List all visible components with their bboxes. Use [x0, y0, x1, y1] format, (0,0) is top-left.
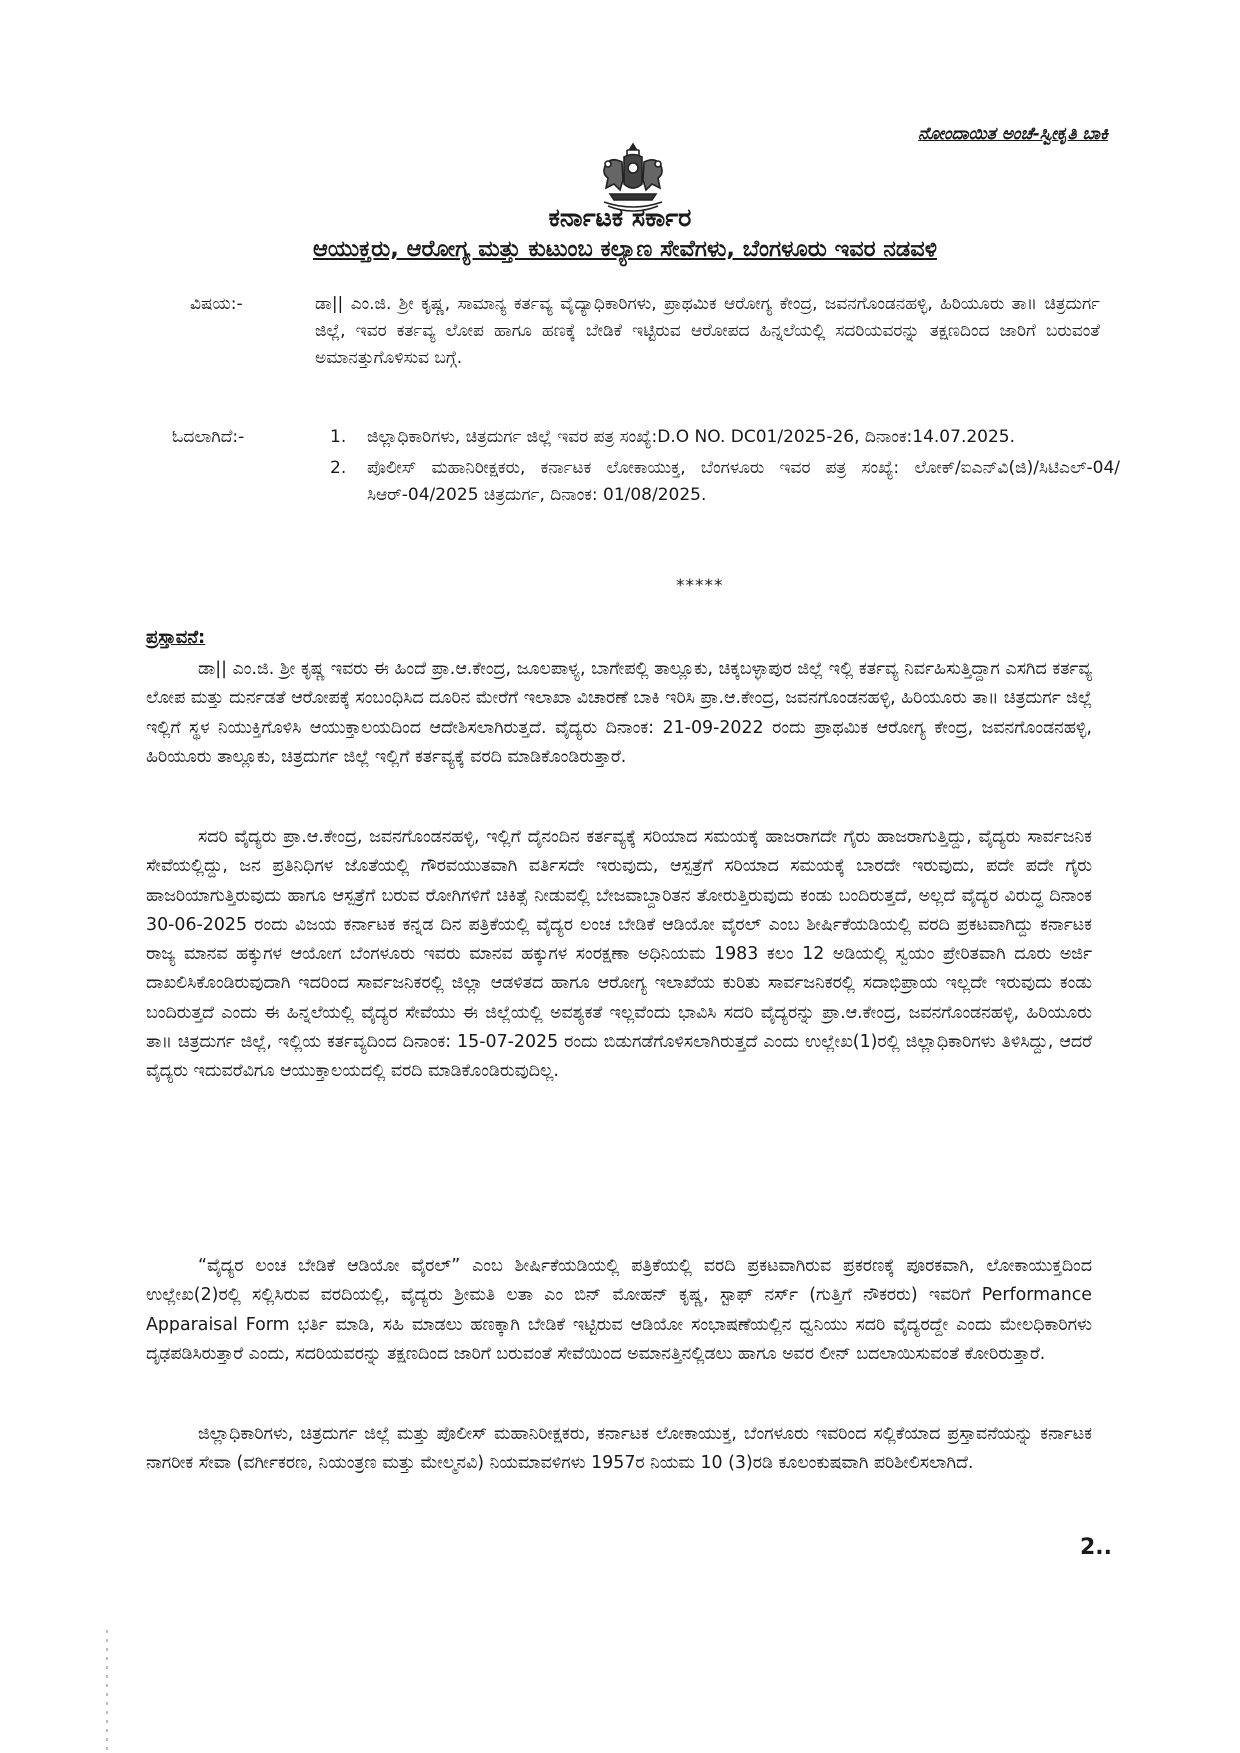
- paragraph-text: “ವೈದ್ಯರ ಲಂಚ ಬೇಡಿಕೆ ಆಡಿಯೋ ವೈರಲ್” ಎಂಬ ಶೀರ್ಷಿಕೆಯಡಿಯಲ್ಲಿ ಪತ್ರಿಕೆಯಲ್ಲಿ ವರದಿ ಪ್ರಕಟವಾಗಿರುವ ಪ್ರಕರಣಕ್ಕೆ ಪೂರಕವಾಗಿ, ಲೋಕಾಯುಕ್ತದಿಂದ ಉಲ್ಲೇಖ(2)ರಲ್ಲಿ ಸಲ್ಲಿಸಿರುವ ವರದಿಯಲ್ಲಿ, ವೈದ್ಯರು ಶ್ರೀಮತಿ ಲತಾ ಎಂ ಬಿನ್ ಮೋಹನ್ ಕೃಷ್ಣ, ಸ್ಟಾಫ್ ನರ್ಸ್ (ಗುತ್ತಿಗೆ ನೌಕರರು) ಇವರಿಗೆ Performance Apparaisal Form ಭರ್ತಿ ಮಾಡಿ, ಸಹಿ ಮಾಡಲು ಹಣಕ್ಕಾಗಿ ಬೇಡಿಕೆ ಇಟ್ಟಿರುವ ಆಡಿಯೋ ಸಂಭಾಷಣೆಯಲ್ಲಿನ ಧ್ವನಿಯು ಸದರಿ ವೈದ್ಯರದ್ದೇ ಎಂದು ಮೇಲಧಿಕಾರಿಗಳು ದೃಢಪಡಿಸಿರುತ್ತಾರೆ ಎಂದು, ಸದರಿಯವರನ್ನು ತಕ್ಷಣದಿಂದ ಜಾರಿಗೆ ಬರುವಂತೆ ಸೇವೆಯಿಂದ ಅಮಾನತ್ತಿನಲ್ಲಿಡಲು ಹಾಗೂ ಅವರ ಲೀನ್ ಬದಲಾಯಿಸುವಂತೆ ಕೋರಿರುತ್ತಾರೆ.: [146, 1256, 1092, 1364]
- office-title: ಆಯುಕ್ತರು, ಆರೋಗ್ಯ ಮತ್ತು ಕುಟುಂಬ ಕಲ್ಯಾಣ ಸೇವೆಗಳು, ಬೆಂಗಳೂರು ಇವರ ನಡವಳಿ: [313, 236, 937, 262]
- subject-label: ವಿಷಯ:-: [190, 294, 243, 314]
- paragraph: [146, 823, 1092, 1087]
- separator: *****: [676, 576, 724, 596]
- reference-text: ಜಿಲ್ಲಾಧಿಕಾರಿಗಳು, ಚಿತ್ರದುರ್ಗ ಜಿಲ್ಲೆ ಇವರ ಪತ್ರ ಸಂಖ್ಯೆ:D.O NO. DC01/2025-26, ದಿನಾಂಕ:14.07.2025.: [367, 427, 1016, 447]
- paragraph-text: ಸದರಿ ವೈದ್ಯರು ಪ್ರಾ.ಆ.ಕೇಂದ್ರ, ಜವನಗೊಂಡನಹಳ್ಳಿ, ಇಲ್ಲಿಗೆ ದೈನಂದಿನ ಕರ್ತವ್ಯಕ್ಕೆ ಸರಿಯಾದ ಸಮಯಕ್ಕೆ ಹಾಜರಾಗದೇ ಗೈರು ಹಾಜರಾಗುತ್ತಿದ್ದು, ವೈದ್ಯರು ಸಾರ್ವಜನಿಕ ಸೇವೆಯಲ್ಲಿದ್ದು, ಜನ ಪ್ರತಿನಿಧಿಗಳ ಜೊತೆಯಲ್ಲಿ ಗೌರವಯುತವಾಗಿ ವರ್ತಿಸದೇ ಇರುವುದು, ಆಸ್ಪತ್ರೆಗೆ ಸರಿಯಾದ ಸಮಯಕ್ಕೆ ಬಾರದೇ ಇರುವುದು, ಪದೇ ಪದೇ ಗೈರು ಹಾಜರಿಯಾಗುತ್ತಿರುವುದು ಹಾಗೂ ಆಸ್ಪತ್ರೆಗೆ ಬರುವ ರೋಗಿಗಳಿಗೆ ಚಿಕಿತ್ಸೆ ನೀಡುವಲ್ಲಿ ಬೇಜವಾಬ್ದಾರಿತನ ತೋರುತ್ತಿರುವುದು ಕಂಡು ಬಂದಿರುತ್ತದೆ, ಅಲ್ಲದೆ ವೈದ್ಯರ ವಿರುದ್ಧ ದಿನಾಂಕ 30-06-2025 ರಂದು ವಿಜಯ ಕರ್ನಾಟಕ ಕನ್ನಡ ದಿನ ಪತ್ರಿಕೆಯಲ್ಲಿ ವೈದ್ಯರ ಲಂಚ ಬೇಡಿಕೆ ಆಡಿಯೋ ವೈರಲ್ ಎಂಬ ಶೀರ್ಷಿಕೆಯಡಿಯಲ್ಲಿ ವರದಿ ಪ್ರಕಟವಾಗಿದ್ದು ಕರ್ನಾಟಕ ರಾಜ್ಯ ಮಾನವ ಹಕ್ಕುಗಳ ಆಯೋಗ ಬೆಂಗಳೂರು ಇವರು ಮಾನವ ಹಕ್ಕುಗಳ ಸಂರಕ್ಷಣಾ ಅಧಿನಿಯಮ 1983 ಕಲಂ 12 ಅಡಿಯಲ್ಲಿ ಸ್ವಯಂ ಪ್ರೇರಿತವಾಗಿ ದೂರು ಅರ್ಜಿ ದಾಖಲಿಸಿಕೊಂಡಿರುವುದಾಗಿ ಇದರಿಂದ ಸಾರ್ವಜನಿಕರಲ್ಲಿ ಜಿಲ್ಲಾ ಆಡಳಿತದ ಹಾಗೂ ಆರೋಗ್ಯ ಇಲಾಖೆಯ ಕುರಿತು ಸಾರ್ವಜನಿಕರಲ್ಲಿ ಸದಾಭಿಪ್ರಾಯ ಇಲ್ಲದೇ ಇರುವುದು ಕಂಡು ಬಂದಿರುತ್ತದೆ ಎಂದು ಈ ಹಿನ್ನಲೆಯಲ್ಲಿ ವೈದ್ಯರ ಸೇವೆಯು ಈ ಜಿಲ್ಲೆಯಲ್ಲಿ ಅವಶ್ಯಕತೆ ಇಲ್ಲವೆಂದು ಭಾವಿಸಿ ಸದರಿ ವೈದ್ಯರನ್ನು ಪ್ರಾ.ಆ.ಕೇಂದ್ರ, ಜವನಗೊಂಡನಹಳ್ಳಿ, ಹಿರಿಯೂರು ತಾ॥ ಚಿತ್ರದುರ್ಗ ಜಿಲ್ಲೆ, ಇಲ್ಲಿಯ ಕರ್ತವ್ಯದಿಂದ ದಿನಾಂಕ: 15-07-2025 ರಂದು ಬಿಡುಗಡೆಗೊಳಿಸಲಾಗಿರುತ್ತದೆ ಎಂದು ಉಲ್ಲೇಖ(1)ರಲ್ಲಿ ಜಿಲ್ಲಾಧಿಕಾರಿಗಳು ತಿಳಿಸಿದ್ದು, ಆದರೆ ವೈದ್ಯರು ಇದುವರೆವಿಗೂ ಆಯುಕ್ತಾಲಯದಲ್ಲಿ ವರದಿ ಮಾಡಿಕೊಂಡಿರುವುದಿಲ್ಲ.: [146, 827, 1092, 1082]
- reference-text: ಪೊಲೀಸ್ ಮಹಾನಿರೀಕ್ಷಕರು, ಕರ್ನಾಟಕ ಲೋಕಾಯುಕ್ತ, ಬೆಂಗಳೂರು ಇವರ ಪತ್ರ ಸಂಖ್ಯೆ: ಲೋಕ್/ಐಎನ್‌ವಿ(ಜಿ)/ಸಿಟಿಎಲ್-04/ಸಿಆರ್-04/2025 ಚಿತ್ರದುರ್ಗ, ದಿನಾಂಕ: 01/08/2025.: [367, 458, 1120, 505]
- paragraph-text: ಜಿಲ್ಲಾಧಿಕಾರಿಗಳು, ಚಿತ್ರದುರ್ಗ ಜಿಲ್ಲೆ ಮತ್ತು ಪೊಲೀಸ್ ಮಹಾನಿರೀಕ್ಷಕರು, ಕರ್ನಾಟಕ ಲೋಕಾಯುಕ್ತ, ಬೆಂಗಳೂರು ಇವರಿಂದ ಸಲ್ಲಿಕೆಯಾದ ಪ್ರಸ್ತಾವನೆಯನ್ನು ಕರ್ನಾಟಕ ನಾಗರೀಕ ಸೇವಾ (ವರ್ಗೀಕರಣ, ನಿಯಂತ್ರಣ ಮತ್ತು ಮೇಲ್ಮನವಿ) ನಿಯಮಾವಳಿಗಳು 1957ರ ನಿಯಮ 10 (3)ರಡಿ ಕೂಲಂಕುಷವಾಗಿ ಪರಿಶೀಲಿಸಲಾಗಿದೆ.: [146, 1424, 1092, 1474]
- page-number: 2..: [1079, 1535, 1112, 1560]
- references-label: ಓದಲಾಗಿದೆ:-: [172, 427, 245, 447]
- reference-number: 1.: [330, 427, 347, 447]
- paragraph: [146, 1252, 1092, 1369]
- scan-edge-mark: [106, 1630, 108, 1750]
- paragraph: [146, 1420, 1092, 1479]
- reference-item: [330, 424, 1120, 451]
- registered-post-stamp: ನೋಂದಾಯಿತ ಅಂಚೆ-ಸ್ವೀಕೃತಿ ಬಾಕಿ: [918, 124, 1108, 144]
- government-name: ಕರ್ನಾಟಕ ಸರ್ಕಾರ: [548, 203, 692, 232]
- paragraph-text: ಡಾ|| ಎಂ.ಜಿ. ಶ್ರೀ ಕೃಷ್ಣ ಇವರು ಈ ಹಿಂದೆ ಪ್ರಾ.ಆ.ಕೇಂದ್ರ, ಜೂಲಪಾಳ್ಯ, ಬಾಗೇಪಲ್ಲಿ ತಾಲ್ಲೂಕು, ಚಿಕ್ಕಬಳ್ಳಾಪುರ ಜಿಲ್ಲೆ ಇಲ್ಲಿ ಕರ್ತವ್ಯ ನಿರ್ವಹಿಸುತ್ತಿದ್ದಾಗ ಎಸಗಿದ ಕರ್ತವ್ಯ ಲೋಪ ಮತ್ತು ದುರ್ನಡತೆ ಆರೋಪಕ್ಕೆ ಸಂಬಂಧಿಸಿದ ದೂರಿನ ಮೇರೆಗೆ ಇಲಾಖಾ ವಿಚಾರಣೆ ಬಾಕಿ ಇರಿಸಿ ಪ್ರಾ.ಆ.ಕೇಂದ್ರ, ಜವನಗೊಂಡನಹಳ್ಳಿ, ಹಿರಿಯೂರು ತಾ॥ ಚಿತ್ರದುರ್ಗ ಜಿಲ್ಲೆ ಇಲ್ಲಿಗೆ ಸ್ಥಳ ನಿಯುಕ್ತಿಗೊಳಿಸಿ ಆಯುಕ್ತಾಲಯದಿಂದ ಆದೇಶಿಸಲಾಗಿರುತ್ತದೆ. ವೈದ್ಯರು ದಿನಾಂಕ: 21-09-2022 ರಂದು ಪ್ರಾಥಮಿಕ ಆರೋಗ್ಯ ಕೇಂದ್ರ, ಜವನಗೊಂಡನಹಳ್ಳಿ, ಹಿರಿಯೂರು ತಾಲ್ಲೂಕು, ಚಿತ್ರದುರ್ಗ ಜಿಲ್ಲೆ ಇಲ್ಲಿಗೆ ಕರ್ತವ್ಯಕ್ಕೆ ವರದಿ ಮಾಡಿಕೊಂಡಿರುತ್ತಾರೆ.: [146, 659, 1092, 767]
- references-list: [330, 424, 1120, 509]
- reference-number: 2.: [330, 458, 347, 478]
- subject-text: ಡಾ|| ಎಂ.ಜಿ. ಶ್ರೀ ಕೃಷ್ಣ, ಸಾಮಾನ್ಯ ಕರ್ತವ್ಯ ವೈದ್ಯಾಧಿಕಾರಿಗಳು, ಪ್ರಾಥಮಿಕ ಆರೋಗ್ಯ ಕೇಂದ್ರ, ಜವನಗೊಂಡನಹಳ್ಳಿ, ಹಿರಿಯೂರು ತಾ॥ ಚಿತ್ರದುರ್ಗ ಜಿಲ್ಲೆ, ಇವರ ಕರ್ತವ್ಯ ಲೋಪ ಹಾಗೂ ಹಣಕ್ಕೆ ಬೇಡಿಕೆ ಇಟ್ಟಿರುವ ಆರೋಪದ ಹಿನ್ನಲೆಯಲ್ಲಿ ಸದರಿಯವರನ್ನು ತಕ್ಷಣದಿಂದ ಜಾರಿಗೆ ಬರುವಂತೆ ಅಮಾನತ್ತುಗೊಳಿಸುವ ಬಗ್ಗೆ.: [315, 294, 1100, 368]
- preamble-heading: ಪ್ರಸ್ತಾವನೆ:: [146, 627, 206, 648]
- reference-item: [330, 455, 1120, 509]
- paragraph: [146, 655, 1092, 772]
